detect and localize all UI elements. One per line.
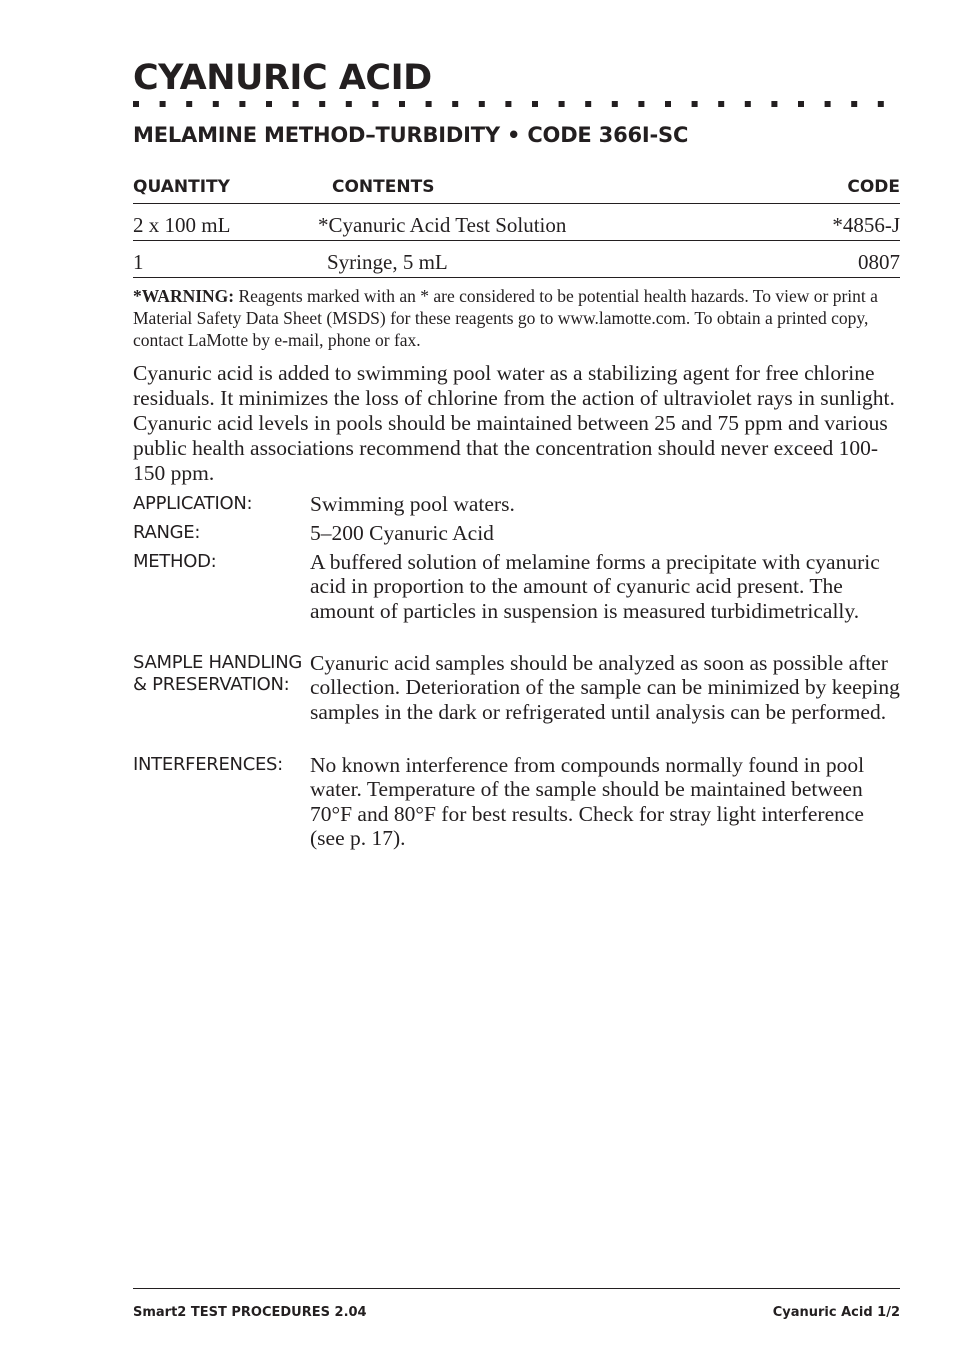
quantity-cell: 2 x 100 mL xyxy=(133,213,231,237)
code-cell: 0807 xyxy=(858,250,900,274)
spec-label: INTERFERENCES: xyxy=(133,754,283,775)
warning-text: Reagents marked with an * are considered to be potential health hazards. To view or print a Material Safety Data Sheet (MSDS) for these reagents go to www.lamotte.com. To obtain a printed copy, contact LaMotte by e-mail, phone or fax. xyxy=(133,286,878,350)
contents-cell: *Cyanuric Acid Test Solution xyxy=(318,213,567,237)
contents-cell: Syringe, 5 mL xyxy=(327,250,448,274)
table-row xyxy=(133,204,900,241)
spec-label: SAMPLE HANDLING & PRESERVATION: xyxy=(133,652,303,695)
quantity-cell: 1 xyxy=(133,250,144,274)
spec-value: 5–200 Cyanuric Acid xyxy=(310,521,494,545)
spec-label: METHOD: xyxy=(133,551,217,572)
warning-label: *WARNING: xyxy=(133,286,235,306)
table-header-row xyxy=(133,175,900,204)
footer-page-number: Cyanuric Acid 1/2 xyxy=(772,1305,900,1320)
spec-value: Swimming pool waters. xyxy=(310,492,515,516)
footer-rule xyxy=(133,1288,900,1289)
code-cell: *4856-J xyxy=(832,213,900,237)
spec-value: Cyanuric acid samples should be analyzed as soon as possible after collection. Deterioration of the sample can be minimized by keeping samples in the dark or refrigerated until analysis can be performed. xyxy=(310,651,900,724)
dotted-rule xyxy=(133,101,885,107)
quantity-header: QUANTITY xyxy=(133,177,230,197)
method-subtitle: MELAMINE METHOD–TURBIDITY • CODE 366I-SC xyxy=(133,123,689,147)
spec-value: A buffered solution of melamine forms a precipitate with cyanuric acid in proportion to the amount of cyanuric acid present. The amount of particles in suspension is measured turbidimetrically. xyxy=(310,550,880,623)
code-header: CODE xyxy=(847,177,900,197)
warning-note xyxy=(133,285,903,351)
contents-header: CONTENTS xyxy=(332,177,435,197)
table-row xyxy=(133,241,900,278)
spec-value: No known interference from compounds normally found in pool water. Temperature of the sample should be maintained between 70°F and 80°F for best results. Check for stray light interference (see p. 17). xyxy=(310,753,865,850)
contents-table xyxy=(133,175,900,278)
spec-label: APPLICATION: xyxy=(133,493,253,514)
footer-document-title: Smart2 TEST PROCEDURES 2.04 xyxy=(133,1305,367,1320)
intro-paragraph: Cyanuric acid is added to swimming pool water as a stabilizing agent for free chlorine residuals. It minimizes the loss of chlorine from the action of ultraviolet rays in sunlight. Cyanuric acid levels in pools should be maintained between 25 and 75 ppm and various public health associations recommend that the concentration should never exceed 100-150 ppm. xyxy=(133,361,895,485)
spec-label: RANGE: xyxy=(133,522,201,543)
page-title: CYANURIC ACID xyxy=(133,58,432,98)
